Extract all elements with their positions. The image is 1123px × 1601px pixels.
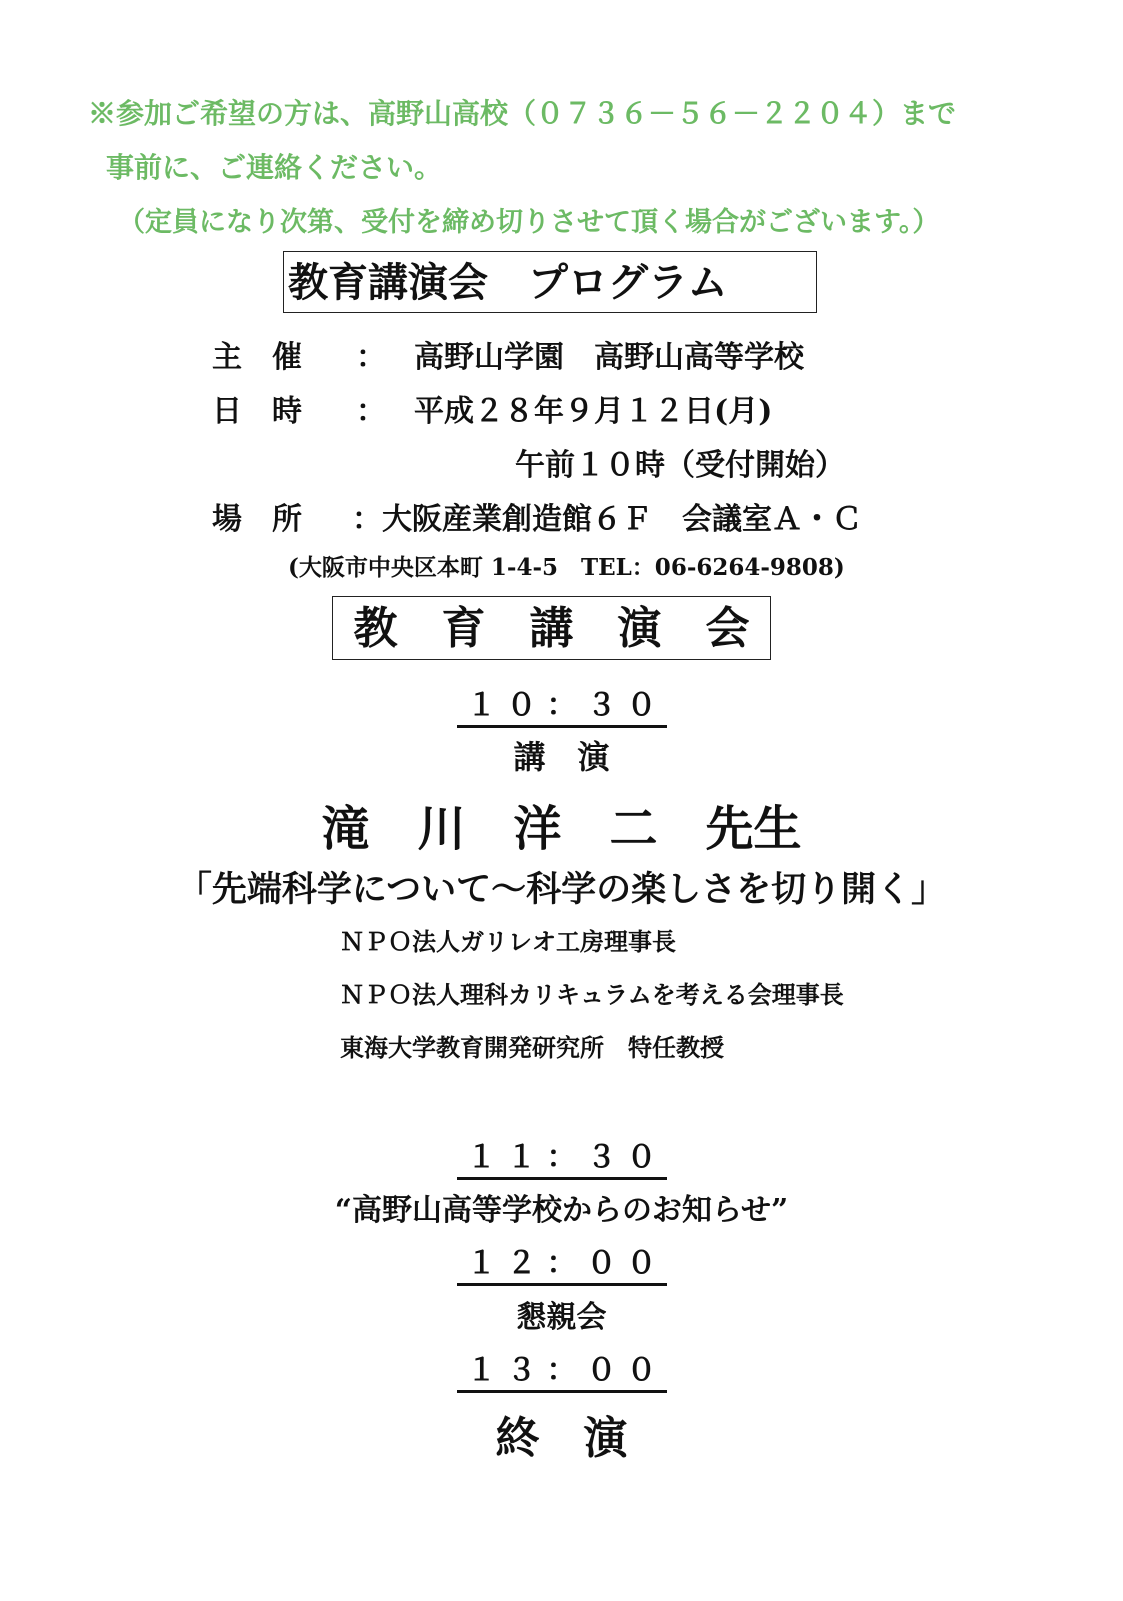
place-label: 場 所 <box>212 502 302 537</box>
host-value: 高野山学園 高野山高等学校 <box>414 340 804 375</box>
schedule-item-closing: 終 演 <box>495 1413 628 1464</box>
notice-line-1: ※参加ご希望の方は、高野山高校（０７３６－５６－２２０４）まで <box>88 97 957 130</box>
lecture-title: 「先端科学について～科学の楽しさを切り開く」 <box>176 869 947 910</box>
notice-line-3: （定員になり次第、受付を締め切りさせて頂く場合がございます。） <box>118 207 940 238</box>
address: (大阪市中央区本町 1-4-5 TEL：06-6264-9808) <box>288 554 845 581</box>
credential-3: 東海大学教育開発研究所 特任教授 <box>340 1033 724 1062</box>
datetime-colon: ： <box>356 394 386 429</box>
schedule-time-1-wrap <box>0 680 1123 724</box>
schedule-item-announcement: “高野山高等学校からのお知らせ” <box>334 1193 789 1228</box>
time-value: 午前１０時（受付開始） <box>515 448 845 483</box>
schedule-time: １２：００ <box>457 1246 667 1286</box>
host-colon: ： <box>356 340 386 375</box>
schedule-item-lecture: 講 演 <box>513 738 610 776</box>
notice-line-2: 事前に、ご連絡ください。 <box>106 151 443 184</box>
credential-2: ＮＰＯ法人理科カリキュラムを考える会理事長 <box>340 980 844 1009</box>
schedule-time-3-wrap <box>0 1238 1123 1282</box>
schedule-time-2-wrap <box>0 1132 1123 1176</box>
place-value: ：大阪産業創造館６Ｆ 会議室Ａ・Ｃ <box>352 502 862 537</box>
schedule-time: １３：００ <box>457 1353 667 1393</box>
schedule-item-reception: 懇親会 <box>516 1300 607 1335</box>
credential-1: ＮＰＯ法人ガリレオ工房理事長 <box>340 927 676 956</box>
program-title: 教育講演会 プログラム <box>283 251 817 313</box>
datetime-label: 日 時 <box>212 394 302 429</box>
speaker-name: 滝 川 洋 二 先生 <box>321 801 802 857</box>
section-title: 教 育 講 演 会 <box>332 596 771 660</box>
datetime-value: 平成２８年９月１２日(月) <box>414 394 773 429</box>
schedule-time: １０：３０ <box>457 688 667 728</box>
host-label: 主 催 <box>212 340 302 375</box>
schedule-time: １１：３０ <box>457 1140 667 1180</box>
schedule-time-4-wrap <box>0 1345 1123 1389</box>
